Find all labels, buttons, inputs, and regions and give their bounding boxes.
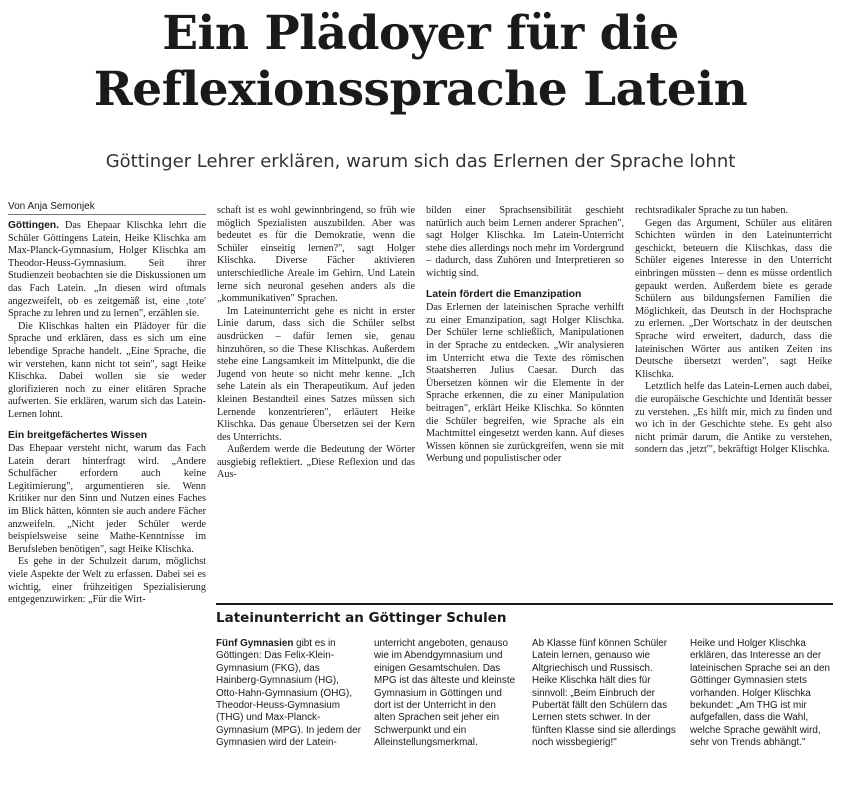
info-box-paragraph: Heike und Holger Klischka erklären, das Interesse an der lateinischen Sprache sei an den Göttinger Gymnasien stets vorhanden. Holger Klischka bekundet: „Am THG ist mir aufgefallen, dass die Wahl, welche Sprache gewählt wird, sehr von Trends abhängt." (690, 638, 830, 749)
paragraph: Letztlich helfe das Latein-Lernen auch dabei, die europäische Geschichte und Identität besser zu verstehen. „Es hilft mir, mich zu finden und wo ich in der Geschichte stehe. Es geht also nicht primär darum, die Antike zu verstehen, sondern das ‚jetzt'", bekräftigt Holger Klischka. (635, 381, 832, 456)
info-box-paragraph: Ab Klasse fünf können Schüler Latein lernen, genauso wie Altgriechisch und Russisch. Heike Klischka hält dies für sinnvoll: „Beim Einbruch der Pubertät fällt den Schülern das Lernen stets schwer. In der fünften Klasse sind sie allerdings noch wissbegierig!" (532, 638, 676, 749)
info-box-column-2 (374, 638, 519, 750)
info-box-rule (216, 603, 833, 605)
article-column-3 (426, 205, 624, 585)
paragraph: bilden einer Sprachsensibilität geschieht natürlich auch beim Lernen anderer Sprachen", sagt Holger Klischka. Im Latein-Unterricht stehe dies allerdings noch mehr im Vordergrund – dadurch, dass Zuhören und Interpretieren so wichtig sind. (426, 205, 624, 279)
subheadline: Göttinger Lehrer erklären, warum sich das Erlernen der Sprache lohnt (105, 151, 736, 172)
dateline: Göttingen. (8, 220, 59, 231)
paragraph: Die Klischkas halten ein Plädoyer für die Sprache und erklären, dass es sich um eine lebendige Sprache handelt. „Eine Sprache, die wir verstehen, kann nicht tot sein", sagt Heike Klischka. Dabei wollen sie sie weder glorifizieren noch zu einer elitären Sprache aufwerten. Sie erklären, warum sich das Latein-Lernen lohnt. (8, 320, 206, 420)
headline-line-1: Ein Plädoyer für die (162, 6, 679, 61)
byline: Von Anja Semonjek (8, 201, 206, 215)
info-box-title: Lateinunterricht an Göttinger Schulen (216, 610, 507, 626)
info-box-lead: Fünf Gymnasien (216, 638, 294, 649)
info-box-paragraph (216, 638, 361, 750)
paragraph: Das Ehepaar versteht nicht, warum das Fach Latein derart hinterfragt wird. „Andere Schulfächer erfordern auch keine Legitimierung", argumentieren sie. Wenn Kritiker nur den Sinn und Nutzen eines Faches im Blick hätten, könnten sie auch andere Fächer anzweifeln. „Nicht jeder Schüler werde beispielsweise seine Mathe-Kenntnisse im Berufsleben benötigen", sagt Heike Klischka. (8, 443, 206, 555)
paragraph: Es gehe in der Schulzeit darum, möglichst viele Aspekte der Welt zu erfassen. Dabei sei es wichtig, einer frühzeitigen Spezialisierung entgegenzuwirken: „Für die Wirt- (8, 556, 206, 606)
paragraph: Das Erlernen der lateinischen Sprache verhilft zu einer Emanzipation, sagt Holger Klischka. Der Schüler lerne schließlich, Manipulationen in der Sprache zu entdecken. „Wir analysieren im Unterricht etwa die Texte des römischen Staatsherren Julius Caesar. Durch das Übersetzen können wir die Elemente in der Sprache erkennen, die zu einer Manipulation beitragen", erklärt Heike Klischka. So könnten die Schüler begreifen, wie Sprache als ein Machtmittel eingesetzt werden kann. Auf dieses Wissen können sie zurückgreifen, wenn sie mit Werbung und populistischer oder (426, 302, 624, 465)
section-heading: Latein fördert die Emanzipation (426, 288, 582, 300)
info-box-paragraph: unterricht angeboten, genauso wie im Abendgymnasium und einigen Gesamtschulen. Das MPG ist das älteste und kleinste Gymnasium in Göttingen und dort ist der Unterricht in den alten Sprachen seit jeher ein Schwerpunkt und ein Alleinstellungsmerkmal. (374, 638, 516, 749)
article-column-2 (217, 205, 415, 585)
info-box-column-4 (690, 638, 833, 750)
paragraph: Außerdem werde die Bedeutung der Wörter ausgiebig reflektiert. „Diese Reflexion und das Aus- (217, 444, 415, 481)
info-box-column-1 (216, 638, 361, 750)
paragraph: Gegen das Argument, Schüler aus elitären Schichten würden in den Lateinunterricht geschickt, beteuern die Klischkas, dass die Schüler eigenes Interesse in den Unterricht einbringen müssten – denn es müsse ordentlich gepaukt werden. Außerdem biete es gerade Schülern aus bildungsfernen Familien die Möglichkeit, das Deutsch in der Hochsprache zu erlernen. „Der Wortschatz in der deutschen Sprache wird erweitert, dadurch, dass die lateinischen Wörter aus antiken Zeiten ins Deutsche übersetzt werden", sagt Heike Klischka. (635, 217, 832, 380)
paragraph: schaft ist es wohl gewinnbringend, so früh wie möglich Spezialisten auszubilden. Aber was bedeutet es für die Demokratie, wenn die Schüler einseitig lernen?", sagt Holger Klischka. Diverse Fächer aktivieren unterschiedliche Areale im Gehirn. Und Latein lerne sich neuronal gesehen anders als die „kommunikativen" Sprachen. (217, 205, 415, 305)
paragraph-text: Das Ehepaar Klischka lehrt die Schüler Göttingens Latein, Heike Klischka am Max-Planck-Gymnasium, Holger Klischka am Theodor-Heuss-Gymnasium. Seit ihrer Studienzeit beobachten sie die Diskussionen um das Fach Latein. „In diesen wird oftmals angezweifelt, ob es zeitgemäß ist, eine ‚tote' Sprache zu lehren und zu lernen", erzählen sie. (8, 220, 206, 320)
section-heading: Ein breitgefächertes Wissen (8, 429, 148, 441)
article-column-4 (635, 205, 832, 585)
info-box-column-3 (532, 638, 677, 750)
info-box (216, 603, 833, 787)
article-column-1 (8, 220, 206, 787)
headline (0, 6, 841, 118)
headline-line-2: Reflexionssprache Latein (93, 62, 748, 117)
paragraph: Im Lateinunterricht gehe es nicht in erster Linie darum, dass sich die Schüler selbst ausdrücken – dafür lernen sie, genau hinzuhören, so die These Klischkas. Außerdem stehe eine Langsamkeit im Mittelpunkt, die die Jugend von heute so nicht mehr kenne. „Ich sehe Latein als ein Therapeutikum. Auf jeden kleinen Bestandteil eines Satzes müssen sich Lernende konzentrieren", erläutert Heike Klischka. Das genaue Übersetzen sei der Kern des Unterrichts. (217, 305, 415, 443)
paragraph: rechtsradikaler Sprache zu tun haben. (635, 205, 789, 216)
info-box-text: gibt es in Göttingen: Das Felix-Klein-Gymnasium (FKG), das Hainberg-Gymnasium (HG), Otto-Hahn-Gymnasium (OHG), Theodor-Heuss-Gymnasium (THG) und Max-Planck-Gymnasium (MPG). In jedem der Gymnasien wird der Latein- (216, 638, 361, 749)
paragraph (8, 220, 206, 321)
